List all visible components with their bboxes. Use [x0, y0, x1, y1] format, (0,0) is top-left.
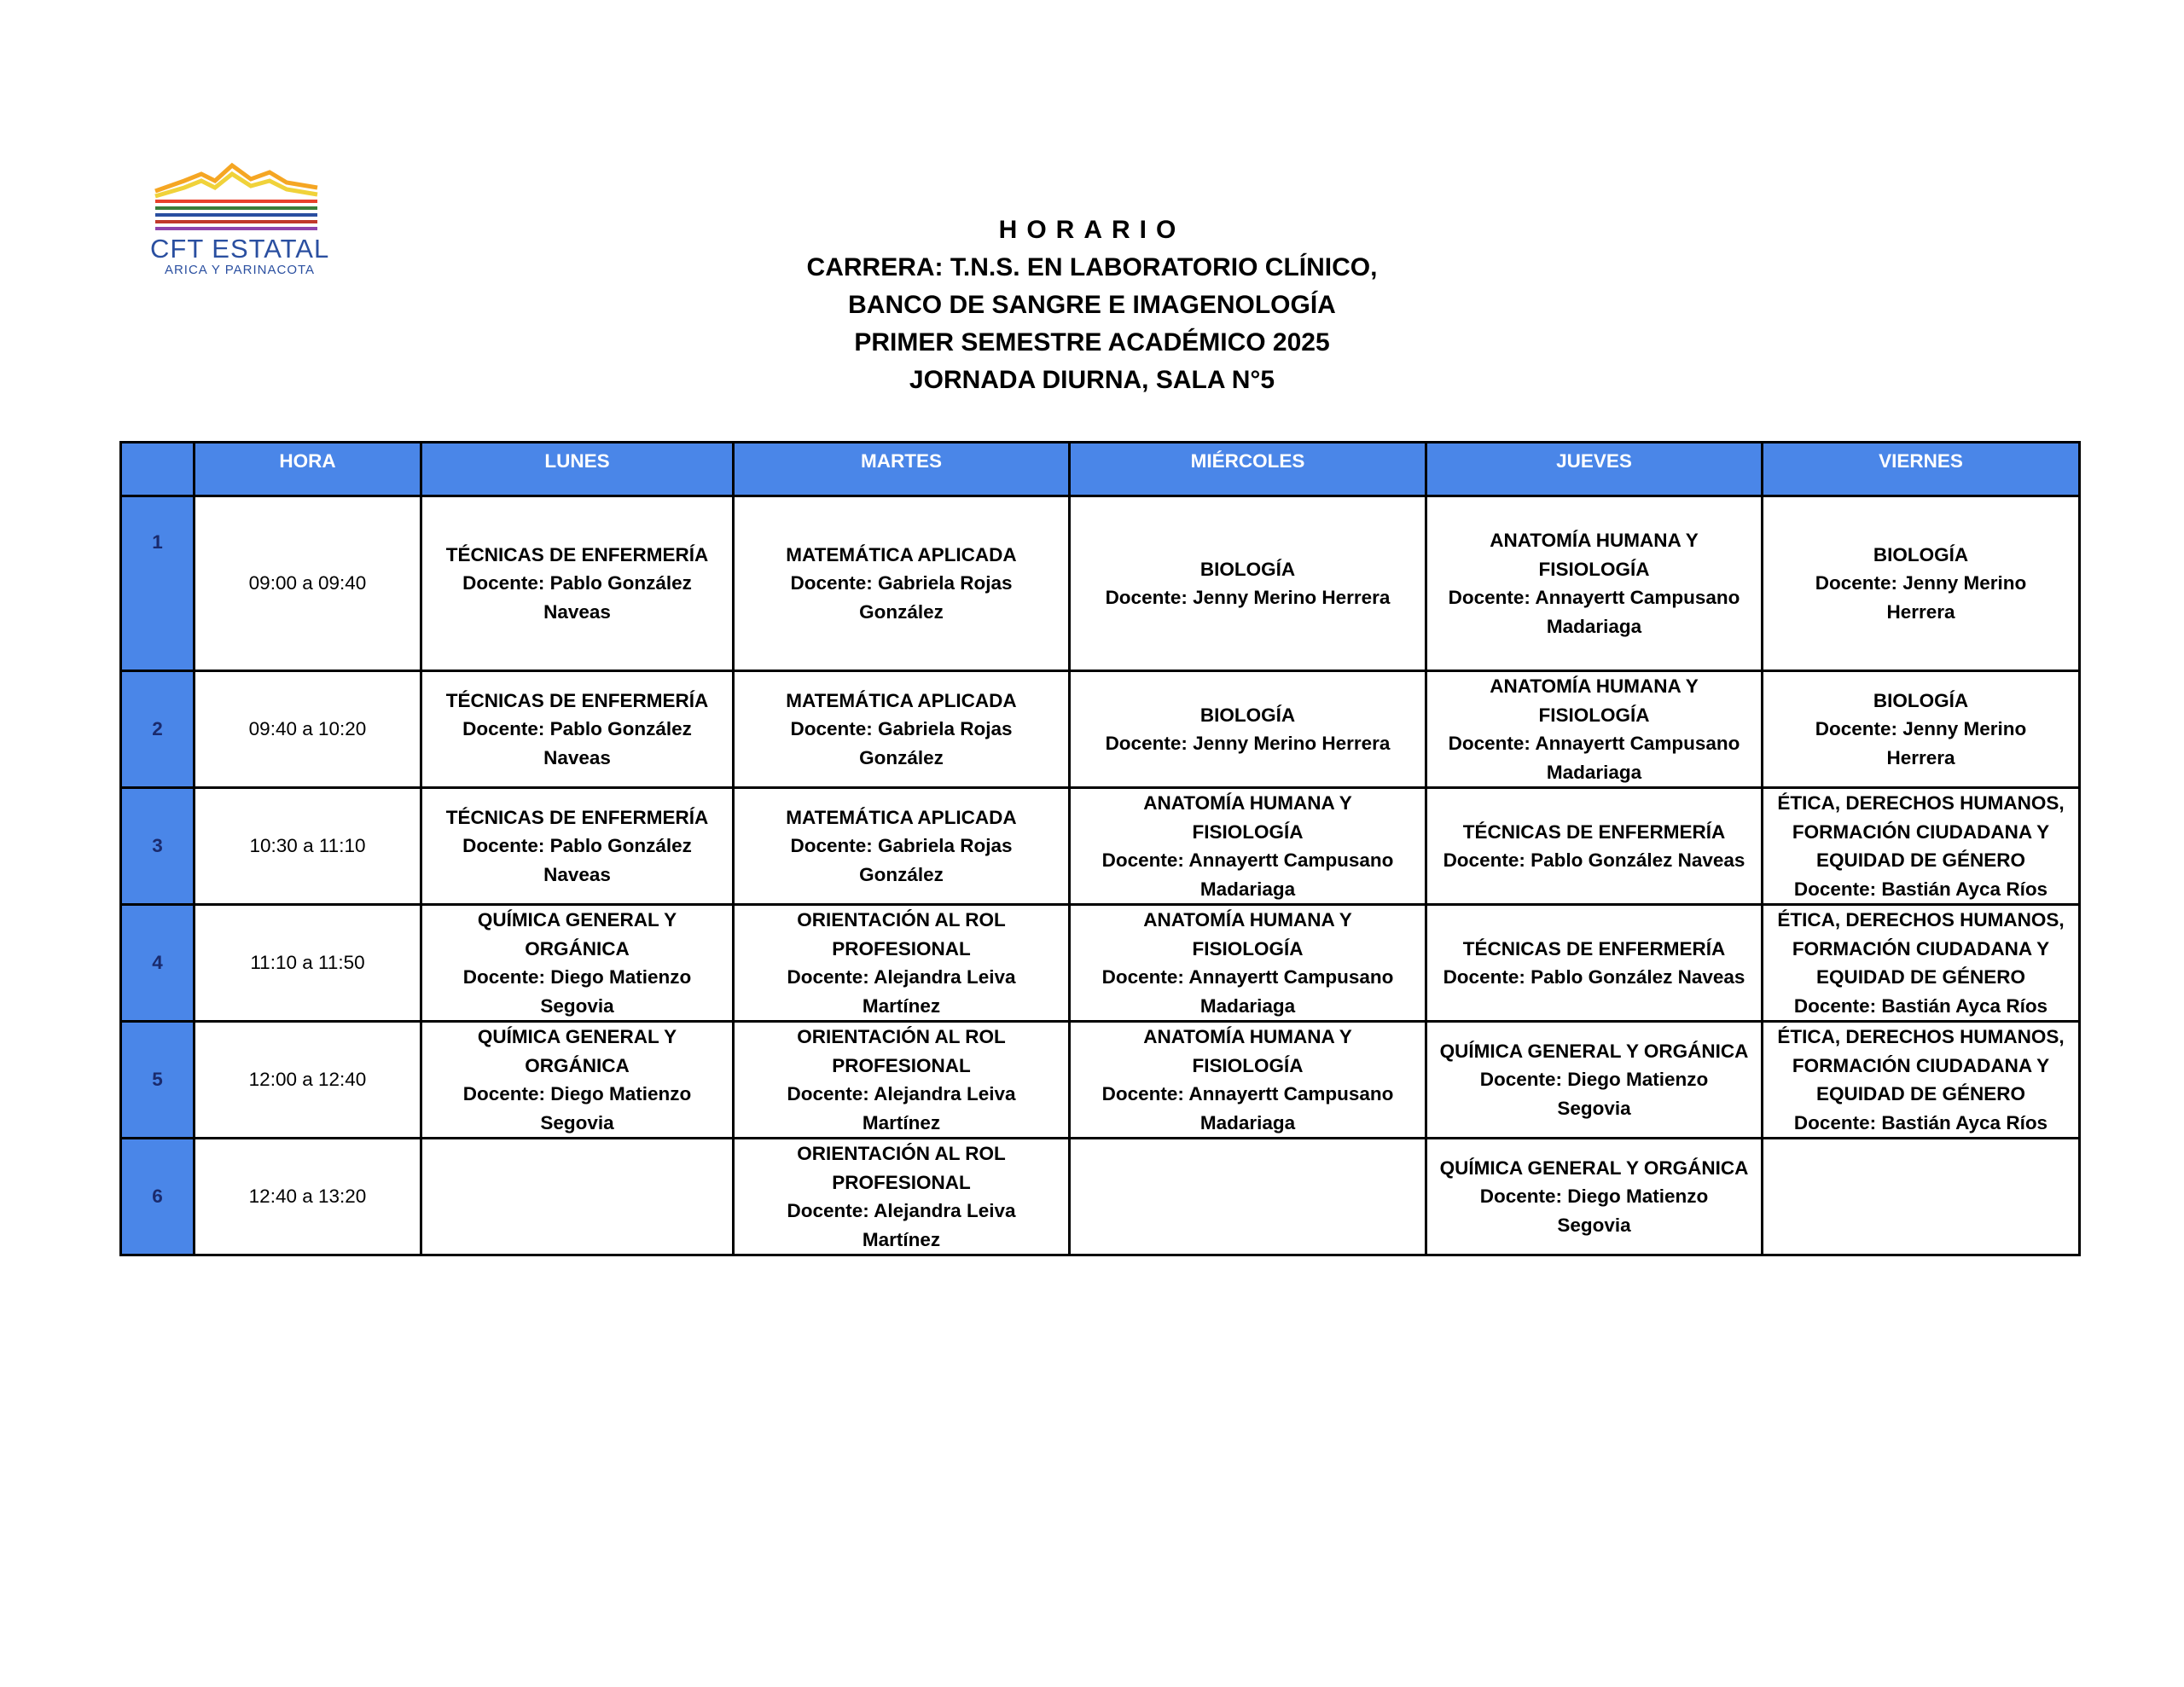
course-line: TÉCNICAS DE ENFERMERÍA: [1462, 820, 1726, 843]
course-line: TÉCNICAS DE ENFERMERÍA: [445, 806, 709, 828]
col-header-miercoles: MIÉRCOLES: [1070, 443, 1426, 496]
course-line: Docente: Jenny Merino Herrera: [1105, 733, 1391, 754]
course-line: Docente: Diego Matienzo: [462, 966, 692, 988]
period-number: 6: [121, 1139, 195, 1255]
course-cell-martes: [734, 496, 1070, 671]
course-cell-miercoles: [1070, 496, 1426, 671]
course-line: Naveas: [543, 600, 611, 623]
course-line: FISIOLOGÍA: [1538, 704, 1650, 726]
course-line: Madariaga: [1546, 615, 1642, 637]
period-number: 5: [121, 1022, 195, 1139]
course-line: Docente: Gabriela Rojas: [790, 718, 1013, 740]
course-cell-miercoles: [1070, 1139, 1426, 1255]
course-line: ANATOMÍA HUMANA Y: [1490, 530, 1699, 551]
course-line: ÉTICA, DERECHOS HUMANOS,: [1777, 909, 2065, 930]
col-header-jueves: JUEVES: [1426, 443, 1763, 496]
course-line: EQUIDAD DE GÉNERO: [1815, 849, 2026, 871]
course-line: Naveas: [543, 746, 611, 768]
course-line: Docente: Pablo González: [462, 835, 692, 857]
course-cell-lunes: [421, 1139, 734, 1255]
period-time: 09:40 a 10:20: [195, 671, 421, 788]
table-row: [121, 1022, 2080, 1139]
course-cell-miercoles: [1070, 1022, 1426, 1139]
course-line: Docente: Bastián Ayca Ríos: [1793, 994, 2048, 1017]
col-header-hora: HORA: [195, 443, 421, 496]
course-line: Segovia: [1557, 1097, 1631, 1119]
col-header-num: [121, 443, 195, 496]
course-line: González: [859, 746, 944, 768]
course-line: Docente: Jenny Merino: [1815, 718, 2027, 740]
course-cell-martes: [734, 788, 1070, 905]
course-line: ORIENTACIÓN AL ROL: [797, 1143, 1006, 1164]
course-line: Docente: Jenny Merino Herrera: [1105, 587, 1391, 608]
course-line: QUÍMICA GENERAL Y ORGÁNICA: [1439, 1040, 1749, 1062]
logo-name: CFT ESTATAL: [150, 234, 330, 264]
header-session: JORNADA DIURNA, SALA N°5: [909, 366, 1275, 394]
logo-subtitle: ARICA Y PARINACOTA: [164, 263, 316, 277]
course-cell-viernes: [1763, 905, 2080, 1022]
course-cell-martes: [734, 1022, 1070, 1139]
course-line: FORMACIÓN CIUDADANA Y: [1792, 937, 2050, 959]
period-number: 3: [121, 788, 195, 905]
course-cell-lunes: [421, 788, 734, 905]
table-row: [121, 671, 2080, 788]
course-line: Docente: Pablo González Naveas: [1443, 849, 1745, 871]
course-line: Docente: Annayertt Campusano: [1101, 966, 1394, 988]
course-line: ÉTICA, DERECHOS HUMANOS,: [1777, 1026, 2065, 1047]
course-line: Docente: Alejandra Leiva: [787, 1083, 1016, 1104]
course-line: Segovia: [1557, 1214, 1631, 1236]
period-number: 2: [121, 671, 195, 788]
course-line: Docente: Diego Matienzo: [1479, 1069, 1709, 1091]
course-line: ANATOMÍA HUMANA Y: [1490, 675, 1699, 697]
course-line: Docente: Gabriela Rojas: [790, 572, 1013, 594]
period-time: 10:30 a 11:10: [195, 788, 421, 905]
course-line: ORGÁNICA: [525, 1054, 630, 1076]
course-line: BIOLOGÍA: [1873, 689, 1969, 711]
col-header-viernes: VIERNES: [1763, 443, 2080, 496]
logo: [150, 162, 338, 281]
course-cell-martes: [734, 905, 1070, 1022]
course-line: Martínez: [862, 1111, 941, 1133]
course-cell-jueves: [1426, 1139, 1763, 1255]
col-header-martes: MARTES: [734, 443, 1070, 496]
schedule-table: [119, 441, 2081, 1256]
course-cell-viernes: [1763, 1139, 2080, 1255]
course-line: Docente: Diego Matienzo: [462, 1083, 692, 1104]
course-line: Docente: Alejandra Leiva: [787, 1200, 1016, 1221]
course-line: QUÍMICA GENERAL Y: [477, 909, 677, 930]
document-header: [751, 212, 1433, 399]
course-cell-viernes: [1763, 788, 2080, 905]
course-line: EQUIDAD DE GÉNERO: [1815, 966, 2026, 988]
course-line: Docente: Pablo González: [462, 718, 692, 740]
course-line: ORIENTACIÓN AL ROL: [797, 909, 1006, 930]
course-line: ANATOMÍA HUMANA Y: [1143, 909, 1352, 930]
course-line: FORMACIÓN CIUDADANA Y: [1792, 820, 2050, 843]
course-line: ANATOMÍA HUMANA Y: [1143, 792, 1352, 814]
course-line: TÉCNICAS DE ENFERMERÍA: [445, 689, 709, 711]
course-line: Docente: Annayertt Campusano: [1101, 1083, 1394, 1104]
course-cell-martes: [734, 671, 1070, 788]
course-line: ORGÁNICA: [525, 937, 630, 959]
course-line: PROFESIONAL: [832, 937, 971, 959]
course-line: Docente: Annayertt Campusano: [1448, 733, 1740, 754]
course-line: ANATOMÍA HUMANA Y: [1143, 1026, 1352, 1047]
course-line: ÉTICA, DERECHOS HUMANOS,: [1777, 792, 2065, 814]
course-line: TÉCNICAS DE ENFERMERÍA: [1462, 937, 1726, 959]
course-cell-lunes: [421, 496, 734, 671]
course-cell-lunes: [421, 671, 734, 788]
period-time: 11:10 a 11:50: [195, 905, 421, 1022]
header-row: [121, 443, 2080, 496]
course-cell-miercoles: [1070, 905, 1426, 1022]
course-line: Segovia: [540, 994, 614, 1017]
period-time: 12:40 a 13:20: [195, 1139, 421, 1255]
course-line: González: [859, 600, 944, 623]
course-line: Docente: Bastián Ayca Ríos: [1793, 1111, 2048, 1133]
course-cell-jueves: [1426, 788, 1763, 905]
course-line: PROFESIONAL: [832, 1171, 971, 1193]
course-line: Docente: Annayertt Campusano: [1101, 849, 1394, 871]
course-line: Martínez: [862, 994, 941, 1017]
period-time: 12:00 a 12:40: [195, 1022, 421, 1139]
course-line: QUÍMICA GENERAL Y ORGÁNICA: [1439, 1157, 1749, 1179]
course-line: MATEMÁTICA APLICADA: [786, 806, 1017, 828]
course-cell-jueves: [1426, 496, 1763, 671]
table-row: [121, 788, 2080, 905]
course-line: Docente: Pablo González: [462, 572, 692, 594]
course-line: FISIOLOGÍA: [1192, 937, 1304, 959]
course-line: Herrera: [1886, 746, 1955, 768]
course-line: Docente: Alejandra Leiva: [787, 966, 1016, 988]
course-line: FISIOLOGÍA: [1192, 1054, 1304, 1076]
course-cell-viernes: [1763, 1022, 2080, 1139]
course-line: González: [859, 863, 944, 885]
header-title: HORARIO: [998, 216, 1186, 244]
course-line: Herrera: [1886, 600, 1955, 623]
mountains-logo-icon: [150, 162, 321, 232]
course-cell-lunes: [421, 1022, 734, 1139]
course-line: Docente: Pablo González Naveas: [1443, 966, 1745, 988]
course-line: BIOLOGÍA: [1199, 704, 1296, 726]
course-line: Docente: Bastián Ayca Ríos: [1793, 878, 2048, 900]
course-line: QUÍMICA GENERAL Y: [477, 1026, 677, 1047]
course-line: Madariaga: [1546, 761, 1642, 783]
course-cell-jueves: [1426, 1022, 1763, 1139]
course-line: EQUIDAD DE GÉNERO: [1815, 1083, 2026, 1104]
course-line: BIOLOGÍA: [1873, 543, 1969, 565]
period-number: 4: [121, 905, 195, 1022]
course-cell-jueves: [1426, 905, 1763, 1022]
course-line: Martínez: [862, 1228, 941, 1250]
course-line: Docente: Annayertt Campusano: [1448, 587, 1740, 608]
header-career-cont: BANCO DE SANGRE E IMAGENOLOGÍA: [848, 291, 1336, 319]
course-line: ORIENTACIÓN AL ROL: [797, 1026, 1006, 1047]
course-line: Madariaga: [1199, 1111, 1296, 1133]
course-cell-jueves: [1426, 671, 1763, 788]
header-career: CARRERA: T.N.S. EN LABORATORIO CLÍNICO,: [806, 253, 1378, 281]
course-line: MATEMÁTICA APLICADA: [786, 689, 1017, 711]
course-line: Madariaga: [1199, 878, 1296, 900]
course-line: BIOLOGÍA: [1199, 558, 1296, 580]
course-line: FISIOLOGÍA: [1538, 558, 1650, 580]
course-line: Docente: Gabriela Rojas: [790, 835, 1013, 857]
course-cell-miercoles: [1070, 788, 1426, 905]
course-line: TÉCNICAS DE ENFERMERÍA: [445, 543, 709, 565]
table-row: [121, 496, 2080, 671]
course-cell-martes: [734, 1139, 1070, 1255]
course-line: FORMACIÓN CIUDADANA Y: [1792, 1054, 2050, 1076]
course-line: Naveas: [543, 863, 611, 885]
header-semester: PRIMER SEMESTRE ACADÉMICO 2025: [854, 328, 1330, 357]
course-line: Docente: Jenny Merino: [1815, 572, 2027, 594]
period-number: 1: [121, 496, 195, 671]
col-header-lunes: LUNES: [421, 443, 734, 496]
course-cell-viernes: [1763, 496, 2080, 671]
table-row: [121, 1139, 2080, 1255]
table-row: [121, 905, 2080, 1022]
course-cell-viernes: [1763, 671, 2080, 788]
course-line: MATEMÁTICA APLICADA: [786, 543, 1017, 565]
course-line: Madariaga: [1199, 994, 1296, 1017]
course-line: FISIOLOGÍA: [1192, 820, 1304, 843]
period-time: 09:00 a 09:40: [195, 496, 421, 671]
course-line: Docente: Diego Matienzo: [1479, 1186, 1709, 1208]
course-line: PROFESIONAL: [832, 1054, 971, 1076]
course-line: Segovia: [540, 1111, 614, 1133]
course-cell-miercoles: [1070, 671, 1426, 788]
course-cell-lunes: [421, 905, 734, 1022]
